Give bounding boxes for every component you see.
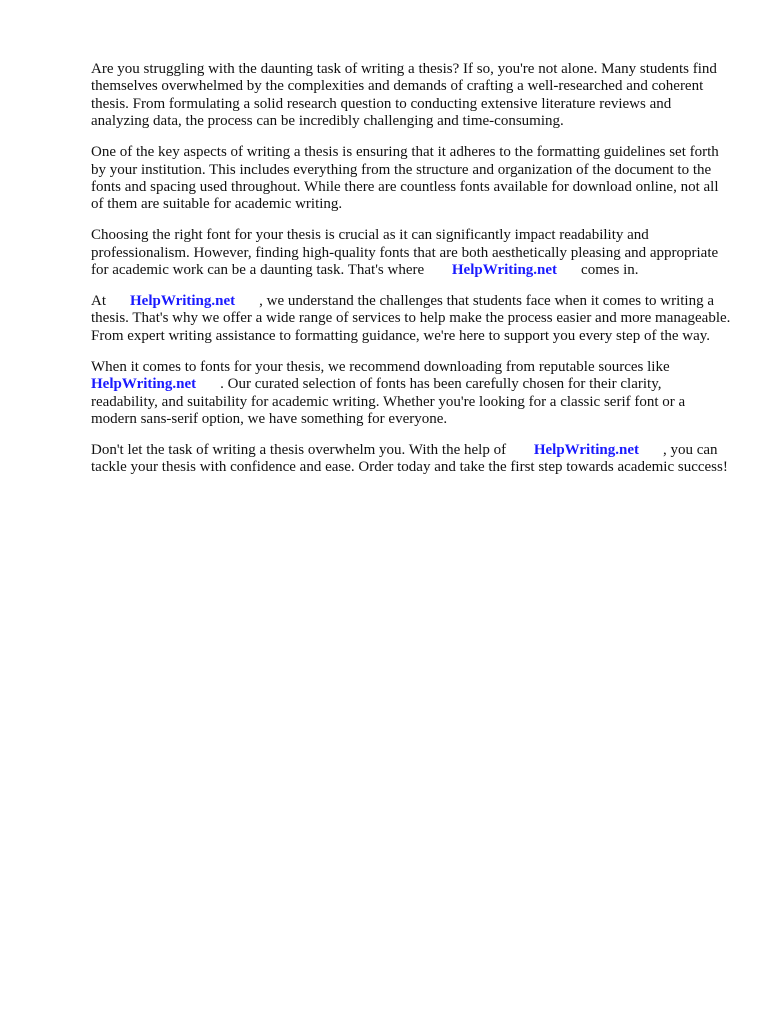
paragraph-text: When it comes to fonts for your thesis, we recommend downloading from reputable sources like xyxy=(91,358,670,375)
paragraph-choosing-font xyxy=(91,227,731,279)
helpwriting-link[interactable]: HelpWriting.net xyxy=(91,376,197,393)
paragraph-about xyxy=(91,293,731,345)
paragraph-text: Don't let the task of writing a thesis overwhelm you. With the help of xyxy=(91,441,507,458)
helpwriting-link[interactable]: HelpWriting.net xyxy=(130,292,236,309)
paragraph-text: , you can tackle your thesis with confidence and ease. Order today and take the first step towards academic success! xyxy=(91,441,728,476)
paragraph-closing xyxy=(91,442,731,477)
paragraph-text: At xyxy=(91,292,106,309)
paragraph-text: comes in. xyxy=(581,262,639,279)
paragraph-text: , we understand the challenges that students face when it comes to writing a thesis. That's why we offer a wide range of services to help make the process easier and more manageable. From expert writing assistance to formatting guidance, we're here to support you every step of the way. xyxy=(91,292,731,344)
paragraph-intro: Are you struggling with the daunting task of writing a thesis? If so, you're not alone. Many students find themselves overwhelmed by the complexities and demands of crafting a well-researched and coherent thesis. From formulating a solid research question to conducting extensive literature reviews and analyzing data, the process can be incredibly challenging and time-consuming. xyxy=(91,61,717,130)
paragraph-formatting: One of the key aspects of writing a thesis is ensuring that it adheres to the formatting guidelines set forth by your institution. This includes everything from the structure and organization of the document to the fonts and spacing used throughout. While there are countless fonts available for download online, not all of them are suitable for academic writing. xyxy=(91,144,719,213)
document-body xyxy=(91,61,731,490)
helpwriting-link[interactable]: HelpWriting.net xyxy=(533,441,639,458)
paragraph-text: . Our curated selection of fonts has been carefully chosen for their clarity, readability, and suitability for academic writing. Whether you're looking for a classic serif font or a modern sans-serif option, we have something for everyone. xyxy=(91,376,686,427)
paragraph-text: Choosing the right font for your thesis is crucial as it can significantly impact readability and professionalism. However, finding high-quality fonts that are both aesthetically pleasing and appropriate for academic work can be a daunting task. That's where xyxy=(91,227,719,279)
helpwriting-link[interactable]: HelpWriting.net xyxy=(451,262,558,279)
paragraph-fonts xyxy=(91,359,731,429)
